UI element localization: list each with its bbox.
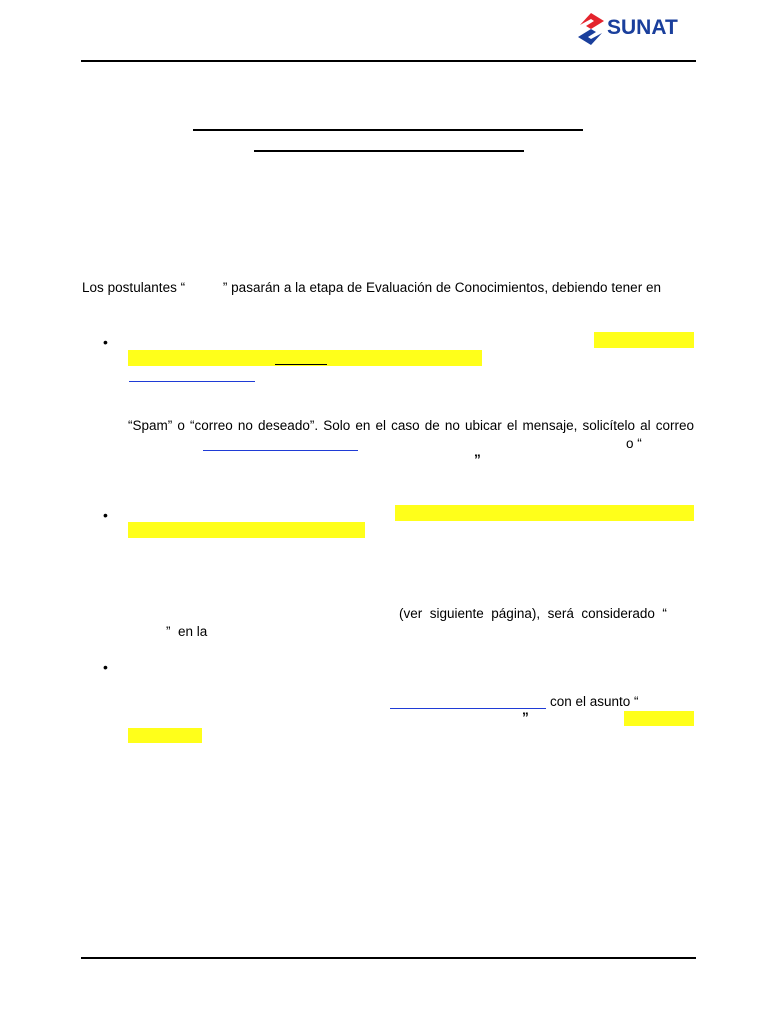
title-underline-1 [193, 129, 583, 131]
bullet-1: • [103, 334, 108, 350]
sunat-logo [576, 12, 696, 46]
quote-close-4: ” [522, 710, 529, 725]
sunat-emblem-icon [576, 12, 606, 46]
bullet-2: • [103, 507, 108, 523]
link-underline-3[interactable] [390, 708, 546, 709]
link-underline-1[interactable] [129, 381, 255, 382]
intro-paragraph: Los postulantes “ ” pasarán a la etapa de Evaluación de Conocimientos, debiendo tener en [82, 280, 662, 295]
highlight-1a [594, 332, 694, 348]
bullet-3: • [103, 659, 108, 675]
or-quote-open: o “ [626, 436, 642, 451]
see-next-page-text: (ver siguiente página), será considerado “ [399, 606, 667, 621]
highlight-2a [395, 505, 694, 521]
brand-name: SUNAT [607, 16, 678, 39]
subject-text: con el asunto “ [550, 694, 639, 709]
highlight-2b [128, 522, 365, 538]
quote-close-2: ” [474, 452, 481, 467]
title-underline-2 [254, 150, 524, 152]
in-the-text: ” en la [166, 624, 208, 639]
underline-1b [275, 364, 327, 365]
highlight-3b [128, 728, 202, 743]
header-rule [81, 60, 696, 62]
link-underline-2[interactable] [203, 450, 358, 451]
spam-paragraph: “Spam” o “correo no deseado”. Solo en el caso de no ubicar el mensaje, solicítelo al correo [128, 418, 694, 433]
footer-rule [81, 957, 696, 959]
highlight-3a [624, 711, 694, 726]
